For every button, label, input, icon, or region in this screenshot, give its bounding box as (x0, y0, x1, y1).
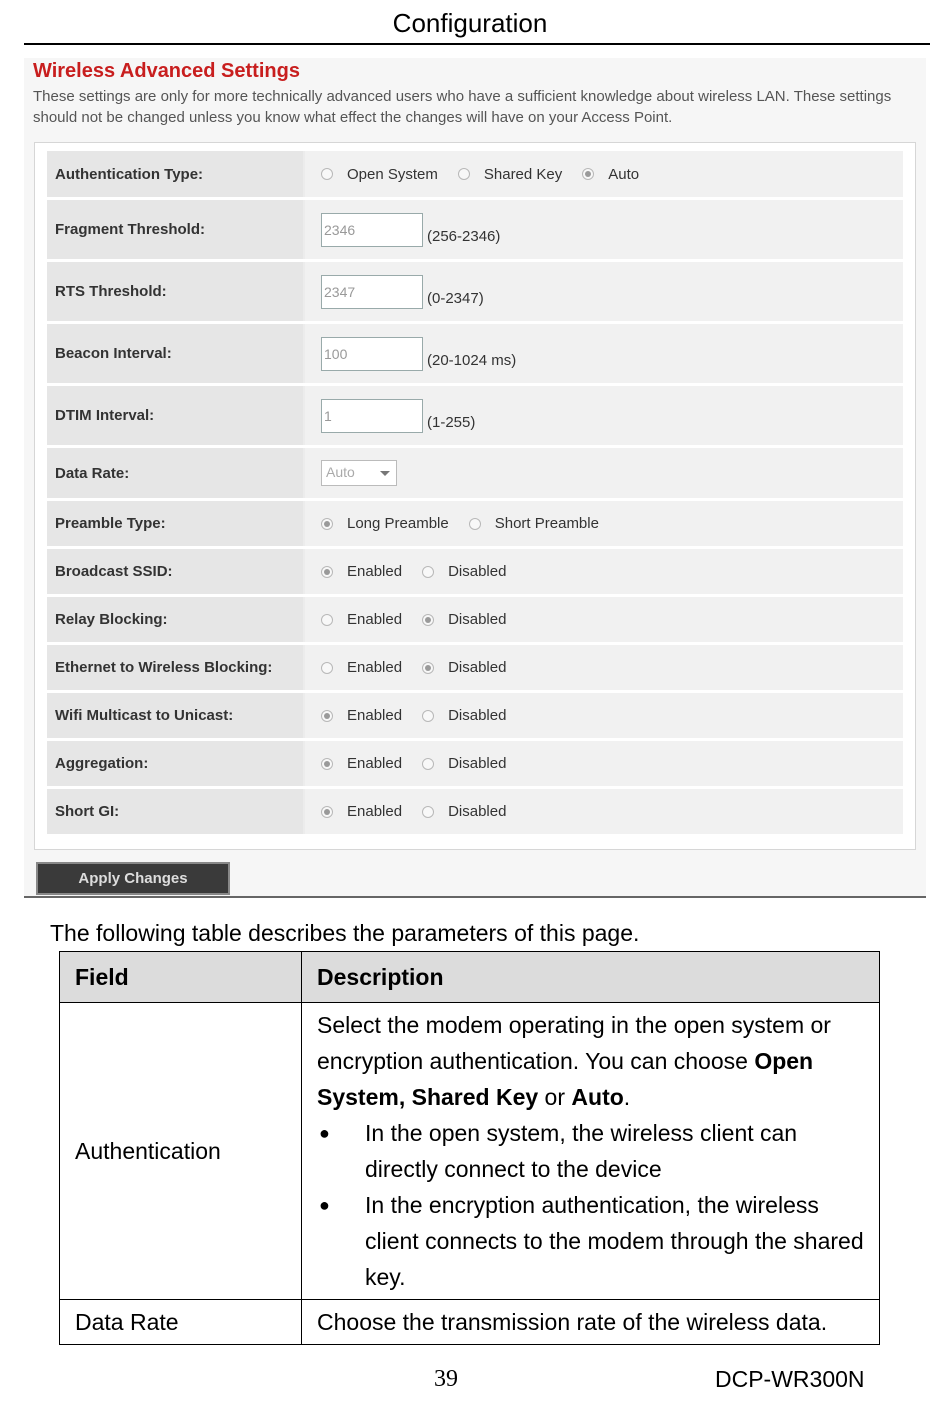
row-wifi-multicast (47, 693, 903, 738)
open-system-radio[interactable] (321, 168, 333, 180)
short-gi-enabled-radio[interactable] (321, 806, 333, 818)
row-short-gi (47, 789, 903, 834)
description-cell: Choose the transmission rate of the wireless data. (302, 1300, 880, 1345)
settings-panel (34, 142, 916, 850)
fragment-threshold-input[interactable] (321, 213, 423, 247)
relay-blocking-enabled-label: Enabled (347, 611, 403, 628)
auth-bullet-list (317, 1115, 864, 1295)
ethernet-blocking-enabled-radio[interactable] (321, 662, 333, 674)
settings-description: These settings are only for more technically advanced users who have a sufficient knowledge about wireless LAN. These settings should not be changed unless you know what effect the changes will have on your Access Point. (33, 88, 892, 126)
preamble-type-label: Preamble Type: (47, 501, 303, 546)
data-rate-value: Auto (326, 464, 355, 480)
wifi-multicast-label: Wifi Multicast to Unicast: (47, 693, 303, 738)
apply-changes-button[interactable]: Apply Changes (36, 862, 230, 895)
auth-desc-auto: Auto (571, 1084, 624, 1110)
open-system-label: Open System (347, 165, 438, 183)
multicast-enabled-label: Enabled (347, 707, 403, 724)
auth-desc-period: . (623, 1084, 631, 1110)
ethernet-blocking-disabled-label: Disabled (448, 659, 507, 676)
row-relay-blocking (47, 597, 903, 642)
row-beacon-interval (47, 324, 903, 383)
parameters-table (59, 951, 880, 1345)
settings-screenshot (24, 58, 926, 898)
description-header: Description (302, 952, 880, 1003)
beacon-interval-label: Beacon Interval: (47, 324, 303, 383)
model-name: DCP-WR300N (715, 1366, 865, 1392)
table-row (60, 1300, 880, 1345)
ethernet-wireless-blocking-label: Ethernet to Wireless Blocking: (47, 645, 303, 690)
data-rate-select[interactable] (321, 460, 397, 486)
settings-title: Wireless Advanced Settings (33, 60, 300, 82)
aggregation-disabled-radio[interactable] (422, 758, 434, 770)
data-rate-label: Data Rate: (47, 448, 303, 498)
short-gi-disabled-radio[interactable] (422, 806, 434, 818)
broadcast-ssid-disabled-radio[interactable] (422, 566, 434, 578)
relay-blocking-disabled-label: Disabled (448, 611, 507, 628)
row-ethernet-wireless-blocking (47, 645, 903, 690)
broadcast-ssid-label: Broadcast SSID: (47, 549, 303, 594)
auth-desc-text: Select the modem operating in the open system or encryption authentication. You can choose (317, 1012, 831, 1074)
aggregation-enabled-label: Enabled (347, 755, 403, 772)
beacon-interval-input[interactable] (321, 337, 423, 371)
authentication-type-label: Authentication Type: (47, 151, 303, 197)
short-preamble-label: Short Preamble (494, 515, 599, 532)
description-cell (302, 1003, 880, 1300)
page-number: 39 (434, 1366, 458, 1392)
long-preamble-radio[interactable] (321, 518, 333, 530)
rts-threshold-label: RTS Threshold: (47, 262, 303, 321)
dtim-interval-input[interactable] (321, 399, 423, 433)
auto-label: Auto (608, 165, 640, 183)
field-header: Field (60, 952, 302, 1003)
aggregation-label: Aggregation: (47, 741, 303, 786)
broadcast-ssid-enabled-label: Enabled (347, 563, 403, 580)
multicast-enabled-radio[interactable] (321, 710, 333, 722)
row-aggregation (47, 741, 903, 786)
chevron-down-icon (380, 471, 390, 476)
dtim-interval-range: (1-255) (427, 414, 476, 431)
row-broadcast-ssid (47, 549, 903, 594)
beacon-interval-range: (20-1024 ms) (427, 352, 517, 369)
multicast-disabled-label: Disabled (448, 707, 507, 724)
relay-blocking-enabled-radio[interactable] (321, 614, 333, 626)
auth-desc-options: Open System, Shared Key (317, 1048, 814, 1110)
shared-key-label: Shared Key (483, 165, 563, 183)
aggregation-enabled-radio[interactable] (321, 758, 333, 770)
short-gi-enabled-label: Enabled (347, 803, 403, 820)
row-dtim-interval (47, 386, 903, 445)
list-item: ● In the open system, the wireless client can directly connect to the device (317, 1115, 864, 1187)
auth-description (317, 1007, 864, 1115)
shared-key-radio[interactable] (458, 168, 470, 180)
field-cell: Authentication (60, 1003, 302, 1300)
table-row (60, 1003, 880, 1300)
long-preamble-label: Long Preamble (347, 515, 449, 532)
fragment-threshold-range: (256-2346) (427, 228, 501, 245)
fragment-threshold-label: Fragment Threshold: (47, 200, 303, 259)
broadcast-ssid-enabled-radio[interactable] (321, 566, 333, 578)
header-rule (24, 43, 930, 45)
relay-blocking-disabled-radio[interactable] (422, 614, 434, 626)
table-intro: The following table describes the parameters of this page. (50, 920, 640, 946)
broadcast-ssid-disabled-label: Disabled (448, 563, 507, 580)
field-cell: Data Rate (60, 1300, 302, 1345)
row-authentication-type (47, 151, 903, 197)
row-data-rate (47, 448, 903, 498)
relay-blocking-label: Relay Blocking: (47, 597, 303, 642)
auth-desc-or: or (538, 1084, 572, 1110)
short-gi-label: Short GI: (47, 789, 303, 834)
short-gi-disabled-label: Disabled (448, 803, 507, 820)
dtim-interval-label: DTIM Interval: (47, 386, 303, 445)
table-header-row (60, 952, 880, 1003)
rts-threshold-range: (0-2347) (427, 290, 484, 307)
ethernet-blocking-disabled-radio[interactable] (422, 662, 434, 674)
aggregation-disabled-label: Disabled (448, 755, 507, 772)
ethernet-blocking-enabled-label: Enabled (347, 659, 403, 676)
list-item: ● In the encryption authentication, the wireless client connects to the modem through the shared key. (317, 1187, 864, 1295)
page-header-title: Configuration (392, 8, 548, 38)
short-preamble-radio[interactable] (469, 518, 481, 530)
screenshot-bottom-rule (24, 896, 926, 898)
multicast-disabled-radio[interactable] (422, 710, 434, 722)
row-rts-threshold (47, 262, 903, 321)
auto-radio[interactable] (582, 168, 594, 180)
row-preamble-type (47, 501, 903, 546)
rts-threshold-input[interactable] (321, 275, 423, 309)
row-fragment-threshold (47, 200, 903, 259)
